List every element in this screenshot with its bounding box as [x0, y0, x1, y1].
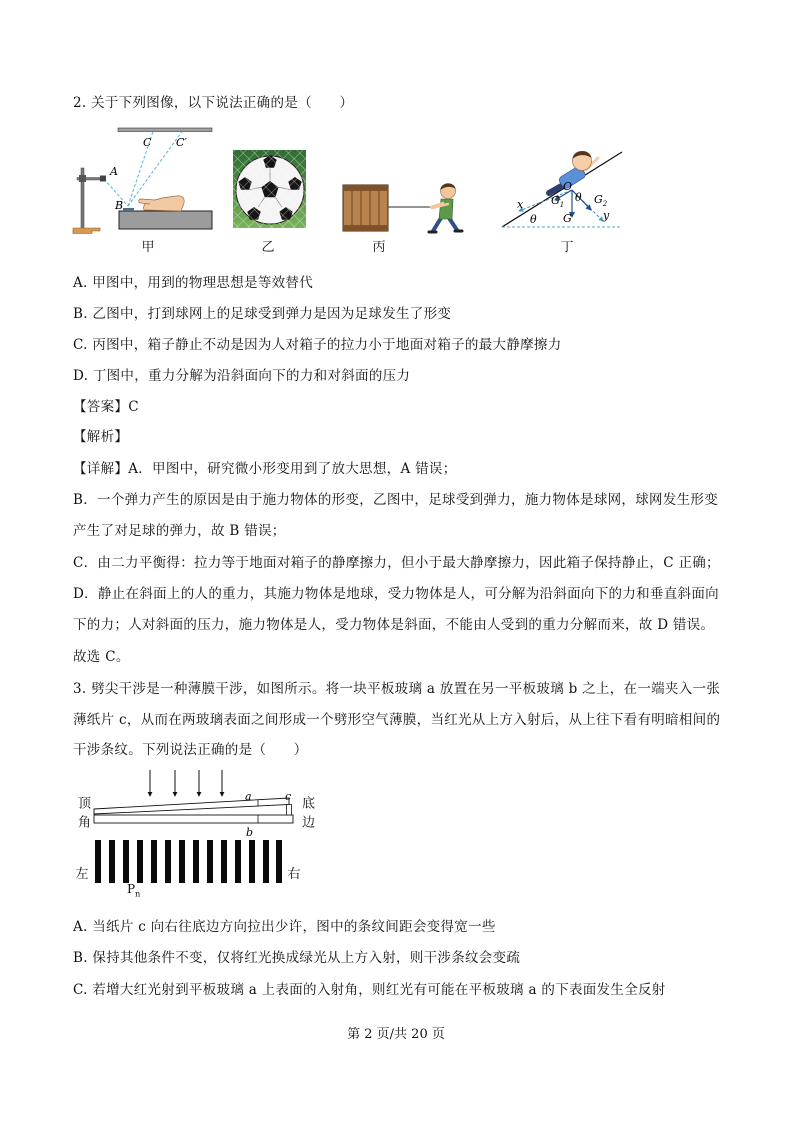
label-apex-angle: 顶角 [75, 796, 90, 834]
q2-answer: 【答案】C [73, 399, 139, 415]
figure-bing [343, 183, 462, 232]
label-c: c [285, 790, 292, 803]
label-g1-main: G [551, 194, 560, 207]
q2-analysis-heading: 【解析】 [73, 429, 129, 445]
crate-top-band [343, 185, 388, 191]
q3-stem-line: 3. 劈尖干涉是一种薄膜干涉，如图所示。将一块平板玻璃 a 放置在另一平板玻璃 b 之上，在一端夹入一张 [73, 681, 721, 697]
fringe-bar [193, 840, 199, 883]
label-theta-base: θ [530, 213, 537, 226]
figure-label-jia: 甲 [141, 240, 155, 255]
table-block [119, 211, 212, 229]
label-pn-sub: n [135, 889, 141, 899]
label-b: b [246, 826, 254, 839]
q3-option-a: A. 当纸片 c 向右往底边方向拉出少许，图中的条纹间距会变得宽一些 [73, 919, 496, 935]
q2-stem: 2. 关于下列图像，以下说法正确的是（ ） [73, 95, 354, 111]
q2-option-c: C. 丙图中，箱子静止不动是因为人对箱子的拉力小于地面对箱子的最大静摩擦力 [73, 337, 562, 353]
figure-ding [502, 151, 622, 227]
page-footer: 第 2 页/共 20 页 [347, 1027, 445, 1042]
label-g2 [594, 193, 608, 208]
fringe-bar [276, 840, 282, 883]
label-g: G [563, 212, 572, 225]
glass-plate-a [94, 798, 289, 814]
glass-plate-b [94, 815, 293, 823]
figure-label-ding: 丁 [560, 240, 574, 255]
q2-option-d: D. 丁图中，重力分解为沿斜面向下的力和对斜面的压力 [73, 368, 411, 384]
top-mirror [118, 128, 212, 132]
crate-bottom-band [343, 225, 388, 231]
fringe-bar [137, 840, 143, 883]
label-y: y [603, 209, 610, 222]
label-c: C [143, 136, 152, 149]
figure-yi-photo [233, 150, 306, 228]
figure-jia [73, 128, 212, 234]
q3-wedge-figure [0, 760, 793, 895]
label-a: A [110, 165, 118, 178]
label-pn [127, 882, 140, 901]
person-body [439, 199, 453, 219]
paper-c [287, 805, 292, 816]
stand-base [73, 228, 100, 234]
label-left: 左 [75, 867, 89, 882]
q2-option-a: A. 甲图中，用到的物理思想是等效替代 [73, 275, 314, 291]
q2-explanation-line: B．一个弹力产生的原因是由于施力物体的形变，乙图中，足球受到弹力，施力物体是球网，球网发生形变 [73, 492, 719, 508]
label-c-prime: C′ [176, 136, 187, 149]
label-a: a [245, 790, 252, 803]
goal-net [233, 150, 306, 228]
small-mirror [123, 208, 134, 211]
fringe-bar [151, 840, 157, 883]
incident-light-arrows [150, 770, 222, 796]
q3-stem-line: 干涉条纹。下列说法正确的是（ ） [73, 742, 308, 758]
crate [343, 185, 388, 231]
fringe-bar [165, 840, 171, 883]
q3-option-b: B. 保持其他条件不变，仅将红光换成绿光从上方入射，则干涉条纹会变疏 [73, 950, 521, 966]
person-shoes [429, 231, 462, 232]
fringe-bar [109, 840, 115, 883]
q2-conclusion: 故选 C。 [73, 649, 130, 665]
fringe-bar [95, 840, 101, 883]
fringe-bar [207, 840, 213, 883]
label-b: B [115, 199, 124, 212]
figure-label-bing: 丙 [372, 240, 386, 255]
q2-explanation-line: 产生了对足球的弹力，故 B 错误； [73, 523, 286, 539]
q2-option-b: B. 乙图中，打到球网上的足球受到弹力是因为足球发生了形变 [73, 306, 452, 322]
stand-clamp [79, 175, 86, 182]
label-theta-top: θ [575, 191, 582, 204]
label-x: x [517, 198, 524, 211]
fringe-bar [263, 840, 269, 883]
laser-pointer [100, 176, 106, 182]
q3-option-c: C. 若增大红光射到平板玻璃 a 上表面的入射角，则红光有可能在平板玻璃 a 的下表面发生全反射 [73, 982, 666, 998]
label-g2-sub: 2 [602, 200, 608, 208]
label-o: O [563, 180, 573, 193]
fringe-bar [123, 840, 129, 883]
label-base-edge: 底边 [299, 796, 314, 834]
fringe-bar [235, 840, 241, 883]
fringe-bar [249, 840, 255, 883]
fringe-bar [179, 840, 185, 883]
q2-figures [0, 120, 793, 245]
q2-explanation-line: D．静止在斜面上的人的重力，其施力物体是地球，受力物体是人，可分解为沿斜面向下的力和垂直斜面向 [73, 586, 719, 602]
q2-explanation-line: C．由二力平衡得：拉力等于地面对箱子的静摩擦力，但小于最大静摩擦力，因此箱子保持静止，C 正确； [73, 555, 720, 571]
q2-explanation-line: 【详解】A．甲图中，研究微小形变用到了放大思想，A 错误； [73, 461, 457, 477]
q3-stem-line: 薄纸片 c，从而在两玻璃表面之间形成一个劈形空气薄膜，当红光从上方入射后，从上往下看有明暗相间的 [73, 712, 721, 728]
label-g2-main: G [594, 193, 603, 206]
label-pn-main: P [127, 882, 136, 896]
label-g1-sub: 1 [559, 201, 565, 209]
person-legs [433, 218, 457, 231]
q2-explanation-line: 下的力；人对斜面的压力，施力物体是人，受力物体是斜面，不能由人受到的重力分解而来，故 D 错误。 [73, 617, 715, 633]
interference-fringes [95, 840, 282, 883]
fringe-bar [221, 840, 227, 883]
figure-label-yi: 乙 [261, 240, 275, 255]
label-right: 右 [287, 867, 301, 882]
